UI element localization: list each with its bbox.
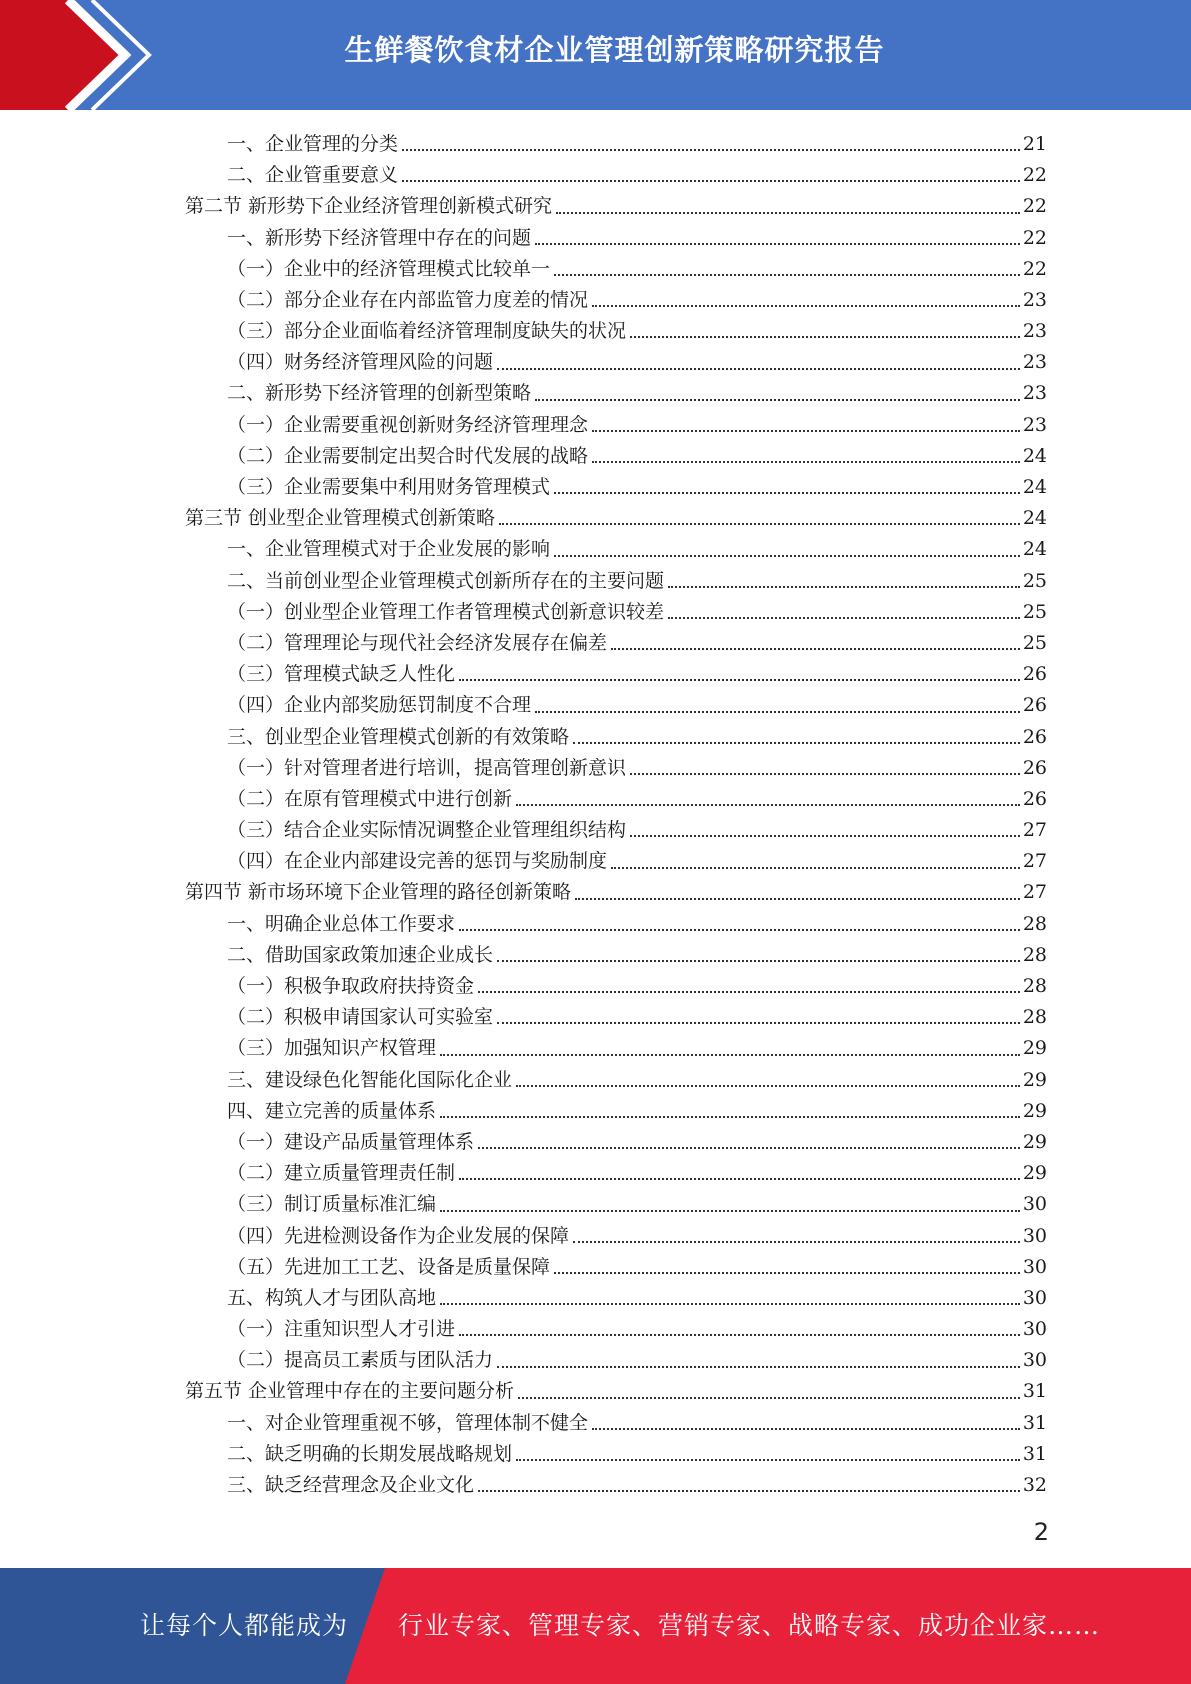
toc-entry-title: （一）积极争取政府扶持资金	[227, 975, 475, 998]
toc-entry-title: 五、构筑人才与团队高地	[227, 1286, 437, 1309]
toc-entry-title: （三）制订质量标准汇编	[227, 1193, 437, 1216]
toc-entry[interactable]	[185, 1189, 1047, 1220]
toc-entry-page: 29	[1022, 1037, 1047, 1060]
toc-entry-page: 24	[1022, 507, 1047, 530]
dot-leader	[535, 399, 1020, 401]
toc-entry-page: 26	[1022, 787, 1047, 810]
toc-entry-title: 一、企业管理的分类	[227, 132, 399, 155]
toc-entry[interactable]	[185, 285, 1047, 316]
toc-entry[interactable]	[185, 441, 1047, 472]
page-header	[0, 0, 1191, 110]
toc-entry-page: 25	[1022, 631, 1047, 654]
toc-entry-page: 26	[1022, 756, 1047, 779]
toc-entry-title: 一、新形势下经济管理中存在的问题	[227, 226, 532, 249]
dot-leader	[440, 1116, 1020, 1118]
dot-leader	[535, 711, 1020, 713]
toc-entry[interactable]	[185, 1033, 1047, 1064]
toc-entry-title: （二）部分企业存在内部监管力度差的情况	[227, 288, 589, 311]
toc-entry-title: 二、当前创业型企业管理模式创新所存在的主要问题	[227, 569, 665, 592]
dot-leader	[497, 1022, 1020, 1024]
dot-leader	[518, 1397, 1020, 1399]
toc-entry-page: 23	[1022, 382, 1047, 405]
toc-entry-title: 三、建设绿色化智能化国际化企业	[227, 1068, 513, 1091]
toc-entry[interactable]	[185, 160, 1047, 191]
toc-entry-title: （二）积极申请国家认可实验室	[227, 1006, 494, 1029]
dot-leader	[668, 617, 1020, 619]
toc-entry[interactable]	[185, 722, 1047, 753]
dot-leader	[459, 1334, 1020, 1336]
toc-entry-title: （五）先进加工工艺、设备是质量保障	[227, 1255, 551, 1278]
toc-entry-page: 25	[1022, 600, 1047, 623]
toc-entry-title: 第二节 新形势下企业经济管理创新模式研究	[185, 195, 553, 218]
toc-entry-page: 32	[1022, 1474, 1047, 1497]
toc-entry-page: 31	[1022, 1411, 1047, 1434]
dot-leader	[630, 336, 1020, 338]
toc-entry[interactable]	[185, 254, 1047, 285]
toc-entry-page: 30	[1022, 1224, 1047, 1247]
toc-entry-title: （二）建立质量管理责任制	[227, 1162, 456, 1185]
dot-leader	[499, 523, 1020, 525]
dot-leader	[516, 1085, 1020, 1087]
toc-entry-title: （二）在原有管理模式中进行创新	[227, 787, 513, 810]
toc-entry-page: 30	[1022, 1318, 1047, 1341]
toc-entry-page: 21	[1022, 132, 1047, 155]
dot-leader	[497, 960, 1020, 962]
toc-entry-page: 23	[1022, 413, 1047, 436]
toc-entry-title: 三、创业型企业管理模式创新的有效策略	[227, 725, 570, 748]
toc-entry[interactable]	[185, 503, 1047, 534]
toc-entry[interactable]	[185, 1002, 1047, 1033]
toc-entry-title: （二）企业需要制定出契合时代发展的战略	[227, 444, 589, 467]
toc-entry-title: 二、新形势下经济管理的创新型策略	[227, 382, 532, 405]
toc-entry-page: 31	[1022, 1380, 1047, 1403]
toc-entry-page: 23	[1022, 288, 1047, 311]
toc-entry-page: 24	[1022, 476, 1047, 499]
toc-entry[interactable]	[185, 1314, 1047, 1345]
page-footer	[0, 1568, 1191, 1684]
dot-leader	[516, 1459, 1020, 1461]
dot-leader	[459, 679, 1020, 681]
dot-leader	[592, 461, 1020, 463]
dot-leader	[440, 1303, 1020, 1305]
toc-entry-page: 23	[1022, 320, 1047, 343]
toc-entry-page: 31	[1022, 1442, 1047, 1465]
dot-leader	[440, 1210, 1020, 1212]
toc-entry-page: 22	[1022, 195, 1047, 218]
toc-entry[interactable]	[185, 597, 1047, 628]
dot-leader	[497, 1366, 1020, 1368]
toc-entry[interactable]	[185, 940, 1047, 971]
toc-entry-page: 22	[1022, 226, 1047, 249]
toc-entry-page: 28	[1022, 912, 1047, 935]
toc-entry[interactable]	[185, 1408, 1047, 1439]
toc-entry-title: （四）企业内部奖励惩罚制度不合理	[227, 694, 532, 717]
dot-leader	[573, 1241, 1020, 1243]
dot-leader	[668, 586, 1020, 588]
toc-entry-page: 28	[1022, 943, 1047, 966]
toc-entry[interactable]	[185, 1345, 1047, 1376]
toc-entry-page: 24	[1022, 444, 1047, 467]
toc-entry[interactable]	[185, 784, 1047, 815]
dot-leader	[535, 243, 1020, 245]
toc-entry-title: 三、缺乏经营理念及企业文化	[227, 1474, 475, 1497]
dot-leader	[554, 1272, 1020, 1274]
toc-entry[interactable]	[185, 1283, 1047, 1314]
toc-entry-title: 第五节 企业管理中存在的主要问题分析	[185, 1380, 515, 1403]
toc-entry[interactable]	[185, 1377, 1047, 1408]
toc-entry-title: 一、对企业管理重视不够，管理体制不健全	[227, 1411, 589, 1434]
toc-entry[interactable]	[185, 1096, 1047, 1127]
toc-entry-page: 23	[1022, 351, 1047, 374]
dot-leader	[592, 305, 1020, 307]
toc-entry[interactable]	[185, 878, 1047, 909]
dot-leader	[478, 991, 1020, 993]
toc-entry[interactable]	[185, 223, 1047, 254]
toc-entry-title: （一）企业需要重视创新财务经济管理理念	[227, 413, 589, 436]
toc-entry-title: （一）企业中的经济管理模式比较单一	[227, 257, 551, 280]
dot-leader	[573, 742, 1020, 744]
toc-entry[interactable]	[185, 1158, 1047, 1189]
toc-entry[interactable]	[185, 534, 1047, 565]
toc-entry-page: 28	[1022, 975, 1047, 998]
toc-entry-page: 26	[1022, 725, 1047, 748]
toc-entry[interactable]	[185, 1470, 1047, 1501]
dot-leader	[556, 212, 1020, 214]
toc-entry-title: （一）创业型企业管理工作者管理模式创新意识较差	[227, 600, 665, 623]
dot-leader	[592, 430, 1020, 432]
toc-entry[interactable]	[185, 1221, 1047, 1252]
toc-entry[interactable]	[185, 129, 1047, 160]
dot-leader	[478, 1147, 1020, 1149]
dot-leader	[554, 274, 1020, 276]
toc-entry[interactable]	[185, 1252, 1047, 1283]
dot-leader	[459, 1178, 1020, 1180]
toc-entry-title: （四）在企业内部建设完善的惩罚与奖励制度	[227, 850, 608, 873]
toc-entry-title: 第四节 新市场环境下企业管理的路径创新策略	[185, 881, 572, 904]
toc-entry[interactable]	[185, 1439, 1047, 1470]
toc-entry-page: 30	[1022, 1349, 1047, 1372]
toc-entry[interactable]	[185, 1127, 1047, 1158]
toc-entry[interactable]	[185, 659, 1047, 690]
toc-entry[interactable]	[185, 1065, 1047, 1096]
toc-entry-title: 四、建立完善的质量体系	[227, 1099, 437, 1122]
toc-entry[interactable]	[185, 753, 1047, 784]
dot-leader	[611, 648, 1020, 650]
toc-entry[interactable]	[185, 347, 1047, 378]
toc-entry[interactable]	[185, 628, 1047, 659]
toc-entry-title: 二、缺乏明确的长期发展战略规划	[227, 1442, 513, 1465]
toc-entry-title: （四）财务经济管理风险的问题	[227, 351, 494, 374]
dot-leader	[440, 1054, 1020, 1056]
dot-leader	[402, 149, 1020, 151]
toc-entry-title: 一、明确企业总体工作要求	[227, 912, 456, 935]
toc-entry[interactable]	[185, 815, 1047, 846]
toc-entry-page: 26	[1022, 694, 1047, 717]
dot-leader	[554, 492, 1020, 494]
dot-leader	[516, 804, 1020, 806]
toc-entry-title: （三）企业需要集中利用财务管理模式	[227, 476, 551, 499]
toc-entry-page: 25	[1022, 569, 1047, 592]
report-title: 生鲜餐饮食材企业管理创新策略研究报告	[344, 33, 885, 67]
toc-entry-title: （一）针对管理者进行培训，提高管理创新意识	[227, 756, 627, 779]
toc-entry[interactable]	[185, 690, 1047, 721]
page-number: 2	[1033, 1518, 1049, 1546]
toc-entry-page: 27	[1022, 881, 1047, 904]
toc-entry-title: （三）管理模式缺乏人性化	[227, 663, 456, 686]
toc-entry-title: （三）部分企业面临着经济管理制度缺失的状况	[227, 320, 627, 343]
toc-entry-page: 26	[1022, 663, 1047, 686]
toc-entry-page: 30	[1022, 1286, 1047, 1309]
footer-slogan-left: 让每个人都能成为	[140, 1611, 349, 1640]
dot-leader	[630, 773, 1020, 775]
toc-entry-title: 二、借助国家政策加速企业成长	[227, 943, 494, 966]
toc-entry-title: 一、企业管理模式对于企业发展的影响	[227, 538, 551, 561]
toc-entry-page: 29	[1022, 1162, 1047, 1185]
toc-entry[interactable]	[185, 410, 1047, 441]
toc-entry-title: （四）先进检测设备作为企业发展的保障	[227, 1224, 570, 1247]
toc-entry-page: 27	[1022, 850, 1047, 873]
dot-leader	[611, 867, 1020, 869]
toc-entry-page: 22	[1022, 164, 1047, 187]
dot-leader	[554, 555, 1020, 557]
toc-entry-page: 30	[1022, 1193, 1047, 1216]
toc-entry-title: （二）管理理论与现代社会经济发展存在偏差	[227, 631, 608, 654]
toc-entry-page: 24	[1022, 538, 1047, 561]
toc-entry-page: 22	[1022, 257, 1047, 280]
toc-entry[interactable]	[185, 379, 1047, 410]
toc-entry-page: 29	[1022, 1068, 1047, 1091]
toc-entry-page: 29	[1022, 1130, 1047, 1153]
table-of-contents	[185, 129, 1047, 1501]
toc-entry[interactable]	[185, 566, 1047, 597]
toc-entry-title: （一）注重知识型人才引进	[227, 1318, 456, 1341]
toc-entry-title: 二、企业管重要意义	[227, 164, 399, 187]
toc-entry-page: 29	[1022, 1099, 1047, 1122]
dot-leader	[459, 929, 1020, 931]
toc-entry[interactable]	[185, 846, 1047, 877]
dot-leader	[592, 1428, 1020, 1430]
toc-entry-title: （三）加强知识产权管理	[227, 1037, 437, 1060]
dot-leader	[630, 835, 1020, 837]
toc-entry-title: 第三节 创业型企业管理模式创新策略	[185, 507, 496, 530]
dot-leader	[402, 180, 1020, 182]
toc-entry[interactable]	[185, 971, 1047, 1002]
dot-leader	[575, 898, 1020, 900]
toc-entry-page: 28	[1022, 1006, 1047, 1029]
toc-entry-title: （三）结合企业实际情况调整企业管理组织结构	[227, 819, 627, 842]
toc-entry[interactable]	[185, 191, 1047, 222]
toc-entry[interactable]	[185, 472, 1047, 503]
toc-entry[interactable]	[185, 316, 1047, 347]
footer-slogan-right: 行业专家、管理专家、营销专家、战略专家、成功企业家……	[398, 1611, 1101, 1640]
toc-entry-title: （一）建设产品质量管理体系	[227, 1130, 475, 1153]
toc-entry-title: （二）提高员工素质与团队活力	[227, 1349, 494, 1372]
dot-leader	[497, 368, 1020, 370]
dot-leader	[478, 1490, 1020, 1492]
toc-entry-page: 30	[1022, 1255, 1047, 1278]
toc-entry-page: 27	[1022, 819, 1047, 842]
toc-entry[interactable]	[185, 909, 1047, 940]
